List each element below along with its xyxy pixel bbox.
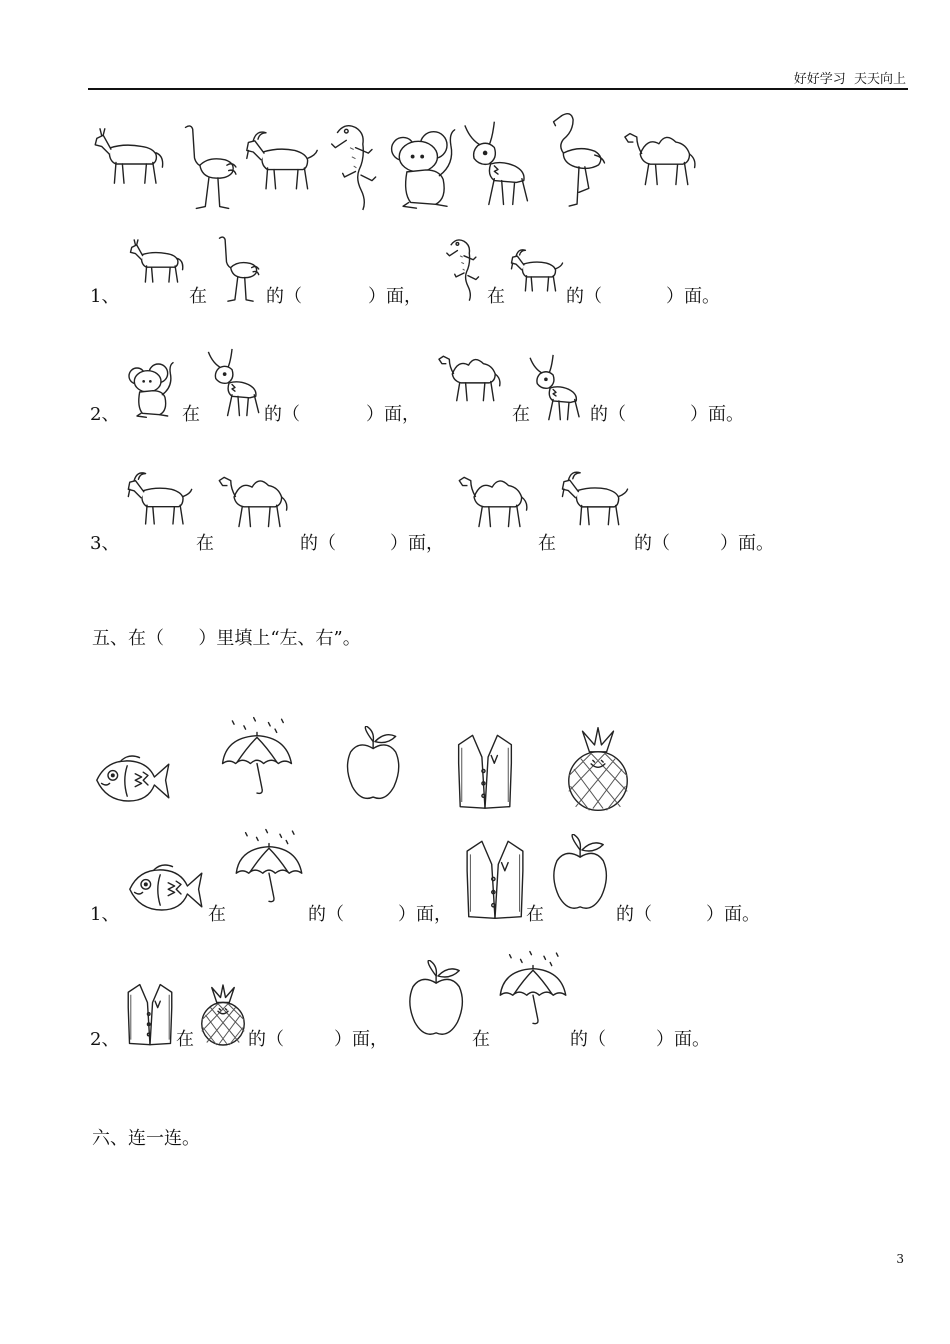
fish-icon xyxy=(124,862,206,918)
camel-icon xyxy=(216,464,298,530)
camel-icon xyxy=(436,344,510,404)
camel-icon xyxy=(620,120,708,188)
s5-q2-mian-1: ）面， xyxy=(334,1029,388,1050)
section6-title: 六、连一连。 xyxy=(92,1128,200,1149)
s5-q1-mian-1: ）面， xyxy=(398,904,452,925)
q2-mian-2: ）面。 xyxy=(690,404,744,425)
q3-zai-2: 在 xyxy=(538,533,556,554)
flamingo-icon xyxy=(548,110,610,208)
deer-icon xyxy=(526,352,586,424)
s5-q2-zai-1: 在 xyxy=(176,1029,194,1050)
q2-de-1: 的（ xyxy=(264,404,300,425)
goat-icon xyxy=(508,246,566,294)
fish-icon xyxy=(92,752,172,810)
q3-zai-1: 在 xyxy=(196,533,214,554)
goat-icon xyxy=(242,126,322,194)
ostrich-icon xyxy=(210,234,264,304)
s5-q1-zai-1: 在 xyxy=(208,904,226,925)
goat-icon xyxy=(558,466,632,530)
apple-icon xyxy=(404,960,470,1040)
vest-icon xyxy=(124,982,176,1046)
s5-q2-zai-2: 在 xyxy=(472,1029,490,1050)
donkey-icon xyxy=(128,234,190,288)
mouse-icon xyxy=(126,360,180,420)
camel-icon xyxy=(456,464,538,530)
pineapple-icon xyxy=(562,726,634,812)
lizard-icon xyxy=(444,236,484,302)
q1-de-2: 的（ xyxy=(566,286,602,307)
q2-zai-1: 在 xyxy=(182,404,200,425)
s5-q1-zai-2: 在 xyxy=(526,904,544,925)
q1-mian-1: ）面， xyxy=(368,286,422,307)
q3-de-2: 的（ xyxy=(634,533,670,554)
umbrella-icon xyxy=(230,822,308,912)
q2-de-2: 的（ xyxy=(590,404,626,425)
s5-q2-number: 2、 xyxy=(90,1029,120,1050)
goat-icon xyxy=(124,466,196,530)
deer-icon xyxy=(458,118,538,210)
page-number: 3 xyxy=(896,1252,904,1266)
s5-q2-mian-2: ）面。 xyxy=(656,1029,710,1050)
q3-mian-2: ）面。 xyxy=(720,533,774,554)
pineapple-icon xyxy=(198,982,248,1048)
mouse-icon xyxy=(386,126,466,212)
q3-de-1: 的（ xyxy=(300,533,336,554)
s5-q1-number: 1、 xyxy=(90,904,120,925)
deer-icon xyxy=(204,346,266,420)
header-rule xyxy=(88,88,908,90)
umbrella-icon xyxy=(216,712,298,802)
apple-icon xyxy=(548,834,614,914)
q1-number: 1、 xyxy=(90,286,120,307)
section5-title: 五、在（ ）里填上“左、右”。 xyxy=(92,628,361,649)
q1-zai-2: 在 xyxy=(487,286,505,307)
q1-mian-2: ）面。 xyxy=(666,286,720,307)
q2-zai-2: 在 xyxy=(512,404,530,425)
q3-number: 3、 xyxy=(90,533,120,554)
q1-zai-1: 在 xyxy=(189,286,207,307)
q1-de-1: 的（ xyxy=(266,286,302,307)
s5-q1-de-2: 的（ xyxy=(616,904,652,925)
vest-icon xyxy=(454,732,516,810)
ostrich-icon xyxy=(174,122,242,212)
umbrella-icon xyxy=(494,944,572,1034)
s5-q1-de-1: 的（ xyxy=(308,904,344,925)
q2-number: 2、 xyxy=(90,404,120,425)
s5-q1-mian-2: ）面。 xyxy=(706,904,760,925)
vest-icon xyxy=(462,838,528,920)
q3-mian-1: ）面， xyxy=(390,533,444,554)
header-motto: 好好学习 天天向上 xyxy=(793,72,906,87)
apple-icon xyxy=(342,726,406,804)
q2-mian-1: ）面， xyxy=(366,404,420,425)
donkey-icon xyxy=(92,122,172,190)
lizard-icon xyxy=(328,120,383,212)
s5-q2-de-1: 的（ xyxy=(248,1029,284,1050)
s5-q2-de-2: 的（ xyxy=(570,1029,606,1050)
